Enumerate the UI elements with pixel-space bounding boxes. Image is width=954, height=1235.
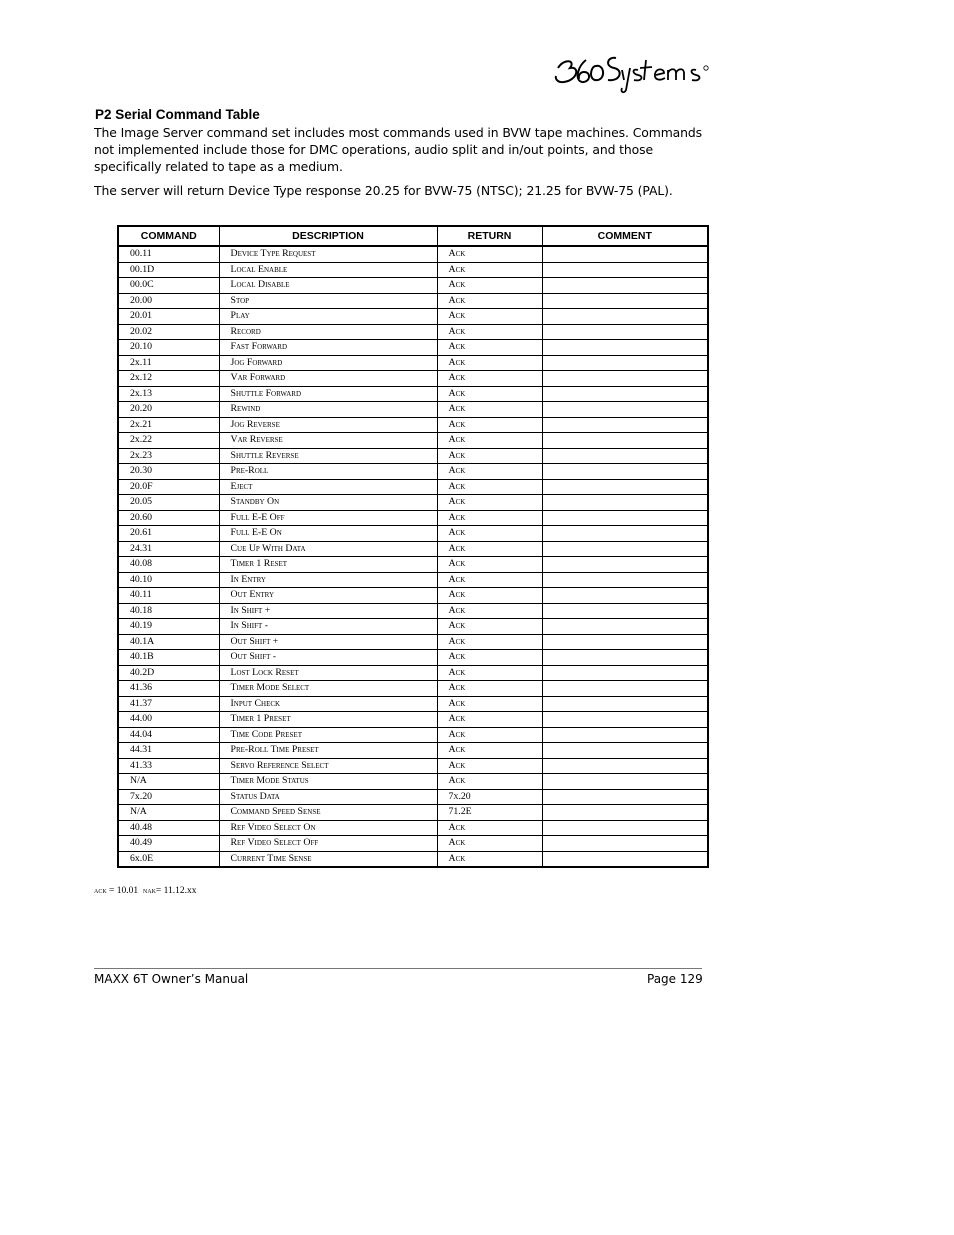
comment-cell (542, 246, 708, 262)
cmd-cell: 41.37 (118, 696, 219, 712)
cmd-cell: 40.1A (118, 634, 219, 650)
return-cell: Ack (437, 650, 542, 666)
cmd-cell: 41.36 (118, 681, 219, 697)
table-row (118, 371, 708, 387)
comment-cell (542, 278, 708, 294)
cmd-cell: 41.33 (118, 758, 219, 774)
return-cell: Ack (437, 479, 542, 495)
cmd-cell: 40.10 (118, 572, 219, 588)
comment-cell (542, 355, 708, 371)
comment-cell (542, 340, 708, 356)
description-cell: Play (219, 309, 437, 325)
description-cell: Eject (219, 479, 437, 495)
return-cell: Ack (437, 634, 542, 650)
table-row (118, 526, 708, 542)
ack-nak-footnote (94, 885, 197, 896)
cmd-cell: 20.61 (118, 526, 219, 542)
table-row (118, 402, 708, 418)
cmd-cell: 20.01 (118, 309, 219, 325)
comment-cell (542, 448, 708, 464)
company-logo (552, 46, 714, 96)
cmd-cell: 24.31 (118, 541, 219, 557)
cmd-cell: 00.1D (118, 262, 219, 278)
return-cell: Ack (437, 727, 542, 743)
cmd-cell: 2x.11 (118, 355, 219, 371)
description-cell: Cue Up With Data (219, 541, 437, 557)
description-cell: Full E-E Off (219, 510, 437, 526)
description-cell: Full E-E On (219, 526, 437, 542)
description-cell: Out Shift - (219, 650, 437, 666)
comment-cell (542, 479, 708, 495)
comment-cell (542, 526, 708, 542)
comment-cell (542, 417, 708, 433)
cmd-cell: 20.0F (118, 479, 219, 495)
table-row (118, 572, 708, 588)
table-row (118, 603, 708, 619)
device-type-paragraph: The server will return Device Type response 20.25 for BVW-75 (NTSC); 21.25 for BVW-75 (PAL). (94, 183, 673, 198)
comment-cell (542, 696, 708, 712)
description-cell: Fast Forward (219, 340, 437, 356)
comment-cell (542, 588, 708, 604)
table-row (118, 619, 708, 635)
description-cell: Jog Forward (219, 355, 437, 371)
cmd-cell: N/A (118, 774, 219, 790)
description-cell: Shuttle Reverse (219, 448, 437, 464)
description-cell: Timer 1 Preset (219, 712, 437, 728)
description-cell: Local Disable (219, 278, 437, 294)
return-cell: Ack (437, 417, 542, 433)
cmd-cell: 20.05 (118, 495, 219, 511)
comment-cell (542, 665, 708, 681)
comment-cell (542, 743, 708, 759)
return-cell: Ack (437, 541, 542, 557)
comment-cell (542, 293, 708, 309)
table-row (118, 386, 708, 402)
footer-divider (94, 968, 702, 969)
table-row (118, 650, 708, 666)
description-cell: Timer 1 Reset (219, 557, 437, 573)
return-cell: Ack (437, 851, 542, 867)
return-cell: Ack (437, 758, 542, 774)
table-row (118, 278, 708, 294)
return-cell: Ack (437, 603, 542, 619)
cmd-cell: 7x.20 (118, 789, 219, 805)
comment-cell (542, 495, 708, 511)
cmd-cell: 20.10 (118, 340, 219, 356)
cmd-cell: 2x.22 (118, 433, 219, 449)
table-row (118, 696, 708, 712)
comment-cell (542, 758, 708, 774)
comment-cell (542, 727, 708, 743)
comment-cell (542, 805, 708, 821)
description-cell: In Shift + (219, 603, 437, 619)
comment-cell (542, 309, 708, 325)
comment-cell (542, 541, 708, 557)
comment-cell (542, 324, 708, 340)
comment-cell (542, 681, 708, 697)
comment-cell (542, 433, 708, 449)
table-row (118, 340, 708, 356)
comment-cell (542, 851, 708, 867)
cmd-cell: 40.49 (118, 836, 219, 852)
cmd-cell: 00.11 (118, 246, 219, 262)
return-cell: Ack (437, 526, 542, 542)
cmd-cell: 20.20 (118, 402, 219, 418)
description-cell: Pre-Roll (219, 464, 437, 480)
return-cell: Ack (437, 510, 542, 526)
return-cell: Ack (437, 386, 542, 402)
cmd-cell: 40.48 (118, 820, 219, 836)
comment-cell (542, 619, 708, 635)
table-row (118, 324, 708, 340)
description-cell: Current Time Sense (219, 851, 437, 867)
table-row (118, 681, 708, 697)
ack-label: ack (94, 885, 107, 895)
comment-cell (542, 836, 708, 852)
table-row (118, 851, 708, 867)
table-row (118, 820, 708, 836)
intro-paragraph: The Image Server command set includes most commands used in BVW tape machines. Commands not implemented include those for DMC operations, audio split and in/out points, and those specifically related to tape as a medium. (94, 125, 703, 174)
table-row (118, 448, 708, 464)
return-cell: Ack (437, 836, 542, 852)
description-cell: Timer Mode Status (219, 774, 437, 790)
comment-cell (542, 789, 708, 805)
cmd-cell: N/A (118, 805, 219, 821)
cmd-cell: 2x.21 (118, 417, 219, 433)
comment-cell (542, 603, 708, 619)
cmd-cell: 20.60 (118, 510, 219, 526)
comment-cell (542, 572, 708, 588)
cmd-cell: 2x.12 (118, 371, 219, 387)
table-row (118, 789, 708, 805)
table-row (118, 774, 708, 790)
return-cell: Ack (437, 696, 542, 712)
cmd-cell: 00.0C (118, 278, 219, 294)
comment-cell (542, 774, 708, 790)
table-row (118, 355, 708, 371)
return-cell: Ack (437, 681, 542, 697)
return-cell: Ack (437, 402, 542, 418)
return-cell: Ack (437, 665, 542, 681)
comment-cell (542, 386, 708, 402)
cmd-cell: 20.02 (118, 324, 219, 340)
table-row (118, 293, 708, 309)
table-row (118, 417, 708, 433)
return-cell: Ack (437, 774, 542, 790)
description-cell: Input Check (219, 696, 437, 712)
table-row (118, 557, 708, 573)
table-row (118, 309, 708, 325)
description-cell: Stop (219, 293, 437, 309)
description-cell: Rewind (219, 402, 437, 418)
table-row (118, 479, 708, 495)
description-cell: In Entry (219, 572, 437, 588)
description-cell: Jog Reverse (219, 417, 437, 433)
p2-command-table (117, 225, 709, 868)
description-cell: In Shift - (219, 619, 437, 635)
comment-cell (542, 650, 708, 666)
description-cell: Ref Video Select On (219, 820, 437, 836)
return-cell: 7x.20 (437, 789, 542, 805)
comment-cell (542, 712, 708, 728)
return-cell: Ack (437, 355, 542, 371)
return-cell: Ack (437, 246, 542, 262)
section-title: P2 Serial Command Table (95, 107, 260, 122)
return-cell: Ack (437, 557, 542, 573)
table-row (118, 805, 708, 821)
table-row (118, 743, 708, 759)
description-cell: Shuttle Forward (219, 386, 437, 402)
table-row (118, 712, 708, 728)
table-row (118, 588, 708, 604)
cmd-cell: 20.30 (118, 464, 219, 480)
comment-cell (542, 820, 708, 836)
return-cell: Ack (437, 619, 542, 635)
header-comment: COMMENT (542, 226, 708, 246)
table-row (118, 541, 708, 557)
cmd-cell: 2x.23 (118, 448, 219, 464)
return-cell: Ack (437, 572, 542, 588)
description-cell: Device Type Request (219, 246, 437, 262)
cmd-cell: 40.18 (118, 603, 219, 619)
cmd-cell: 40.19 (118, 619, 219, 635)
nak-value: = 11.12.xx (155, 886, 197, 896)
ack-value: = 10.01 (109, 886, 139, 896)
comment-cell (542, 402, 708, 418)
cmd-cell: 40.1B (118, 650, 219, 666)
table-row (118, 262, 708, 278)
return-cell: Ack (437, 448, 542, 464)
table-row (118, 727, 708, 743)
table-row (118, 758, 708, 774)
return-cell: Ack (437, 588, 542, 604)
table-row (118, 634, 708, 650)
cmd-cell: 40.2D (118, 665, 219, 681)
cmd-cell: 44.04 (118, 727, 219, 743)
cmd-cell: 6x.0E (118, 851, 219, 867)
description-cell: Pre-Roll Time Preset (219, 743, 437, 759)
return-cell: Ack (437, 464, 542, 480)
return-cell: Ack (437, 712, 542, 728)
description-cell: Command Speed Sense (219, 805, 437, 821)
return-cell: Ack (437, 371, 542, 387)
return-cell: Ack (437, 820, 542, 836)
table-row (118, 464, 708, 480)
footer-page-number: Page 129 (647, 972, 703, 986)
description-cell: Var Reverse (219, 433, 437, 449)
description-cell: Standby On (219, 495, 437, 511)
comment-cell (542, 557, 708, 573)
table-header-row (118, 226, 708, 246)
cmd-cell: 44.00 (118, 712, 219, 728)
return-cell: Ack (437, 293, 542, 309)
cmd-cell: 44.31 (118, 743, 219, 759)
table-row (118, 510, 708, 526)
description-cell: Lost Lock Reset (219, 665, 437, 681)
header-command: COMMAND (118, 226, 219, 246)
description-cell: Status Data (219, 789, 437, 805)
return-cell: Ack (437, 324, 542, 340)
description-cell: Servo Reference Select (219, 758, 437, 774)
return-cell: Ack (437, 743, 542, 759)
footer-manual-title: MAXX 6T Owner’s Manual (94, 972, 249, 986)
table-row (118, 433, 708, 449)
cmd-cell: 2x.13 (118, 386, 219, 402)
description-cell: Out Shift + (219, 634, 437, 650)
table-row (118, 495, 708, 511)
return-cell: Ack (437, 340, 542, 356)
comment-cell (542, 371, 708, 387)
return-cell: Ack (437, 495, 542, 511)
return-cell: Ack (437, 433, 542, 449)
return-cell: Ack (437, 278, 542, 294)
description-cell: Record (219, 324, 437, 340)
description-cell: Time Code Preset (219, 727, 437, 743)
cmd-cell: 40.11 (118, 588, 219, 604)
description-cell: Local Enable (219, 262, 437, 278)
return-cell: Ack (437, 309, 542, 325)
comment-cell (542, 510, 708, 526)
cmd-cell: 20.00 (118, 293, 219, 309)
description-cell: Ref Video Select Off (219, 836, 437, 852)
cmd-cell: 40.08 (118, 557, 219, 573)
return-cell: Ack (437, 262, 542, 278)
nak-label: nak (142, 885, 156, 895)
comment-cell (542, 262, 708, 278)
comment-cell (542, 634, 708, 650)
table-row (118, 246, 708, 262)
description-cell: Timer Mode Select (219, 681, 437, 697)
return-cell: 71.2E (437, 805, 542, 821)
table-row (118, 836, 708, 852)
description-cell: Out Entry (219, 588, 437, 604)
header-description: DESCRIPTION (219, 226, 437, 246)
description-cell: Var Forward (219, 371, 437, 387)
comment-cell (542, 464, 708, 480)
header-return: RETURN (437, 226, 542, 246)
table-row (118, 665, 708, 681)
